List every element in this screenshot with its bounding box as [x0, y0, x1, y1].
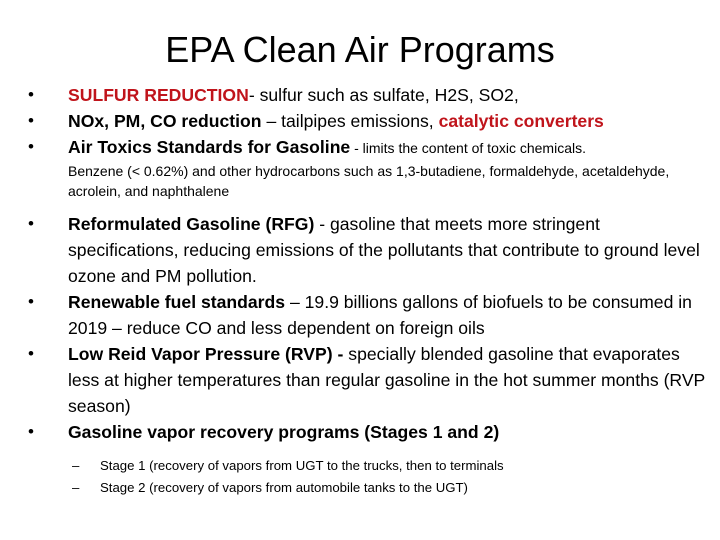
bullet-text: – 19.9 billions gallons of biofuels to be consumed in 2019 – reduce CO and less dependent on foreign oils: [68, 292, 692, 338]
bullet-renewable-fuel: [26, 289, 706, 341]
bullet-lead: NOx, PM, CO reduction: [68, 111, 262, 131]
bullet-vapor-recovery: [26, 419, 706, 445]
bullet-sulfur-reduction: [26, 82, 706, 108]
bullet-text: specially blended gasoline that evaporates less at higher temperatures than regular gasoline in the hot summer months (RVP season): [68, 344, 705, 416]
bullet-dot: •: [28, 344, 34, 363]
bullet-text: - sulfur such as sulfate, H2S, SO2,: [248, 85, 519, 105]
sub-bullet-text: Stage 1 (recovery of vapors from UGT to the trucks, then to terminals: [100, 458, 504, 473]
bullet-lead: Low Reid Vapor Pressure (RVP) -: [68, 344, 344, 364]
bullet-nox-pm-co: [26, 108, 706, 134]
bullet-text: - gasoline that meets more stringent specifications, reducing emissions of the pollutants that contribute to ground level ozone and PM pollution.: [68, 214, 700, 286]
sub-bullet-text: Stage 2 (recovery of vapors from automobile tanks to the UGT): [100, 480, 468, 495]
dash-marker: –: [72, 458, 80, 473]
air-toxics-detail: Benzene (< 0.62%) and other hydrocarbons such as 1,3-butadiene, formaldehyde, acetaldehyde, acrolein, and naphthalene: [68, 163, 670, 199]
bullet-dot: •: [28, 111, 34, 130]
bullet-list: [26, 82, 706, 499]
bullet-text: – tailpipes emissions,: [261, 111, 439, 131]
bullet-dot: •: [28, 422, 34, 441]
sub-bullet-stage-2: [26, 477, 706, 499]
bullet-dot: •: [28, 137, 34, 156]
dash-marker: –: [72, 480, 80, 495]
bullet-highlight: catalytic converters: [438, 111, 604, 131]
bullet-dot: •: [28, 214, 34, 233]
bullet-lead: SULFUR REDUCTION: [68, 85, 249, 105]
bullet-lead: Gasoline vapor recovery programs (Stages 1 and 2): [68, 422, 500, 442]
bullet-lead: Renewable fuel standards: [68, 292, 286, 312]
bullet-dot: •: [28, 292, 34, 311]
slide-title: EPA Clean Air Programs: [165, 29, 555, 70]
sub-bullet-stage-1: [26, 455, 706, 477]
bullet-low-rvp: [26, 341, 706, 419]
bullet-text: - limits the content of toxic chemicals.: [350, 140, 586, 156]
bullet-dot: •: [28, 85, 34, 104]
bullet-lead: Air Toxics Standards for Gasoline: [68, 137, 351, 157]
bullet-lead: Reformulated Gasoline (RFG): [68, 214, 315, 234]
bullet-air-toxics: [26, 134, 706, 161]
bullet-reformulated-gasoline: [26, 211, 706, 289]
